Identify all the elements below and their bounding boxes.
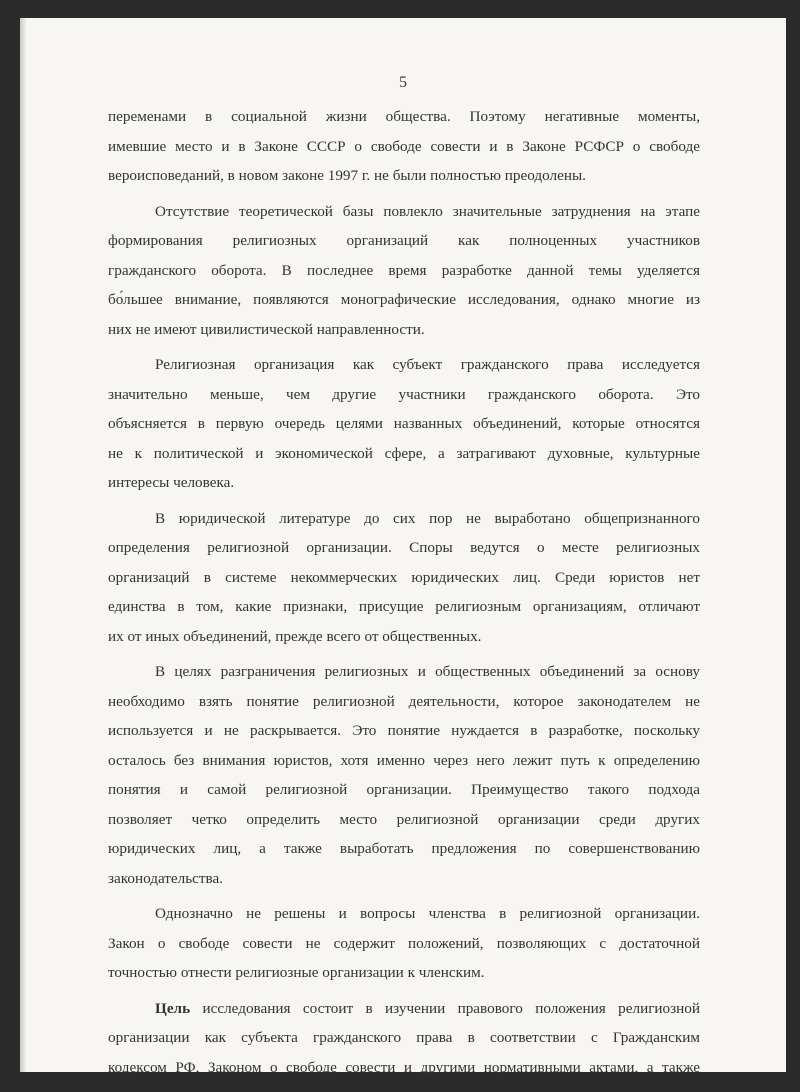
text-line: гражданского оборота. В последнее время разработке данной темы уделяется [108, 261, 700, 279]
text-line: позволяет четко определить место религиозной организации среди других [108, 810, 700, 828]
text-line: юридических лиц, а также выработать предложения по совершенствованию [108, 840, 700, 857]
text-line: имевшие место и в Законе СССР о свободе совести и в Законе РСФСР о свободе [108, 137, 700, 155]
text-line: кодексом РФ, Законом о свободе совести и другими нормативными актами, а также [108, 1058, 700, 1076]
text-line: Религиозная организация как субъект гражданского права исследуется [155, 356, 700, 373]
text-line: значительно меньше, чем другие участники гражданского оборота. Это [108, 385, 700, 403]
text-line: определения религиозной организации. Споры ведутся о месте религиозных [108, 539, 700, 556]
text-line: вероисповеданий, в новом законе 1997 г. не были полностью преодолены. [108, 167, 586, 184]
goal-line-rest: исследования состоит в изучении правового положения религиозной [190, 999, 700, 1017]
goal-word: Цель [155, 999, 191, 1017]
text-line: бо́льшее внимание, появляются монографические исследования, однако многие из [108, 291, 700, 308]
text-line: Отсутствие теоретической базы повлекло значительные затруднения на этапе [155, 202, 700, 220]
text-line: осталось без внимания юристов, хотя именно через него лежит путь к определению [108, 751, 700, 769]
text-line: точностью отнести религиозные организации к членским. [108, 964, 485, 981]
text-line: организации как субъекта гражданского права в соответствии с Гражданским [108, 1029, 700, 1046]
text-line: не к политической и экономической сфере, а затрагивают духовные, культурные [108, 444, 700, 462]
text-line: необходимо взять понятие религиозной деятельности, которое законодателем не [108, 692, 700, 710]
text-line: переменами в социальной жизни общества. Поэтому негативные моменты, [108, 108, 700, 125]
text-line: понятия и самой религиозной организации. Преимущество такого подхода [108, 781, 700, 798]
text-line: законодательства. [108, 869, 224, 887]
text-line: В юридической литературе до сих пор не выработано общепризнанного [155, 509, 700, 527]
text-line: объясняется в первую очередь целями названных объединений, которые относятся [108, 415, 700, 432]
text-line-goal [108, 994, 700, 1024]
body-text [108, 102, 700, 1082]
text-line: Закон о свободе совести не содержит положений, позволяющих с достаточной [108, 934, 700, 952]
text-line: них не имеют цивилистической направленности. [108, 320, 425, 338]
document-page [20, 18, 786, 1076]
text-line: используется и не раскрывается. Это понятие нуждается в разработке, поскольку [108, 722, 700, 739]
text-line: их от иных объединений, прежде всего от общественных. [108, 627, 482, 645]
text-line: организаций в системе некоммерческих юридических лиц. Среди юристов нет [108, 568, 700, 586]
text-line: Однозначно не решены и вопросы членства в религиозной организации. [155, 905, 700, 922]
text-line: единства в том, какие признаки, присущие религиозным организациям, отличают [108, 598, 700, 615]
text-line: формирования религиозных организаций как полноценных участников [108, 232, 700, 249]
page-left-edge [20, 18, 26, 1072]
text-line: В целях разграничения религиозных и общественных объединений за основу [155, 663, 700, 680]
text-line: интересы человека. [108, 474, 235, 491]
page-number: 5 [399, 74, 407, 91]
